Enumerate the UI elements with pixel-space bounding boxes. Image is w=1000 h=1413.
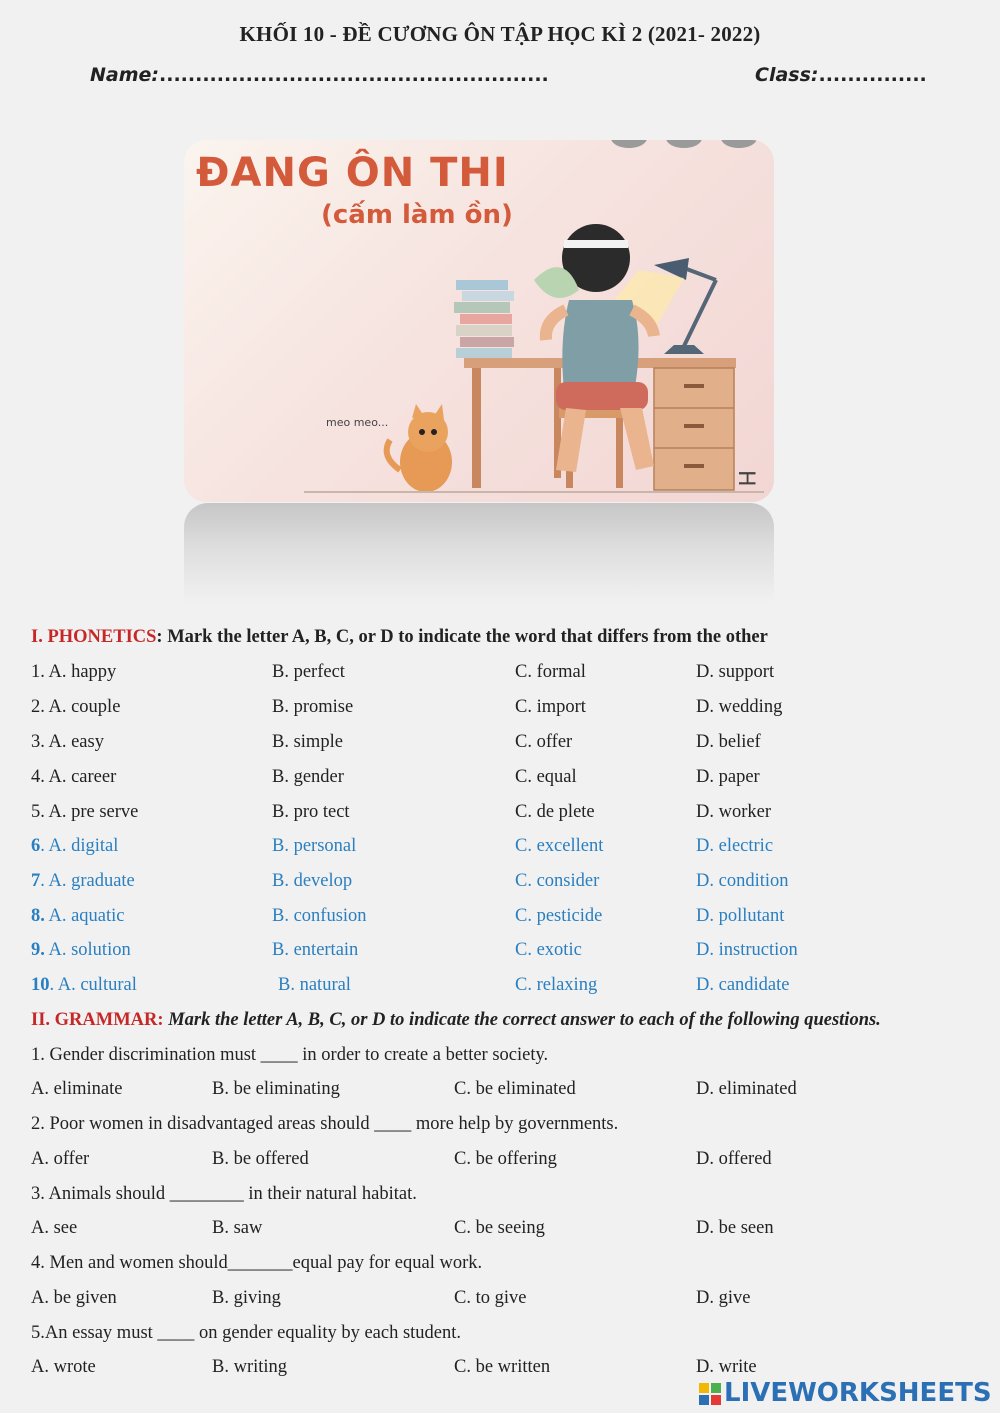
option-b: B. natural	[278, 975, 351, 995]
phonetics-row	[0, 802, 1000, 832]
phonetics-row	[0, 975, 1000, 1005]
question-number: 7	[31, 871, 41, 891]
phonetics-heading-label: I. PHONETICS	[31, 627, 157, 647]
illustration-title: ĐANG ÔN THI	[196, 150, 509, 196]
class-field	[755, 64, 927, 86]
phonetics-row	[0, 697, 1000, 727]
option-b: B. be eliminating	[212, 1079, 340, 1099]
name-field	[90, 64, 549, 86]
option-c: C. be written	[454, 1357, 551, 1377]
option-b: B. promise	[272, 697, 354, 717]
option-c: C. offer	[515, 732, 573, 752]
question-number: 1.	[31, 662, 45, 682]
question-number: 6	[31, 836, 41, 856]
option-c: C. pesticide	[515, 906, 603, 926]
option-b: B. pro tect	[272, 802, 350, 822]
name-blank[interactable]: ......................................................	[159, 64, 549, 86]
question-number: 5.	[31, 802, 45, 822]
name-label: Name:	[90, 64, 160, 86]
option-b: B. confusion	[272, 906, 367, 926]
option-b: B. personal	[272, 836, 357, 856]
option-a: A. offer	[31, 1149, 90, 1169]
option-a: A. pre serve	[48, 802, 139, 822]
class-blank[interactable]: ...............	[818, 64, 927, 86]
phonetics-row	[0, 871, 1000, 901]
option-a: A. solution	[44, 940, 131, 960]
phonetics-row	[0, 662, 1000, 692]
phonetics-row	[0, 906, 1000, 936]
option-b: B. giving	[212, 1288, 281, 1308]
option-d: D. support	[696, 662, 775, 682]
option-a: A. easy	[48, 732, 104, 752]
option-c: C. relaxing	[515, 975, 598, 995]
option-d: D. instruction	[696, 940, 798, 960]
illustration-reflection	[184, 503, 774, 603]
grammar-question: 2. Poor women in disadvantaged areas should ____ more help by governments.	[31, 1114, 619, 1134]
option-d: D. offered	[696, 1149, 772, 1169]
liveworksheets-logo-icon	[698, 1382, 722, 1406]
option-c: C. be eliminated	[454, 1079, 576, 1099]
phonetics-row	[0, 767, 1000, 797]
option-d: D. paper	[696, 767, 760, 787]
worksheet-title: KHỐI 10 - ĐỀ CƯƠNG ÔN TẬP HỌC KÌ 2 (2021- 2022)	[239, 22, 761, 46]
option-d: D. belief	[696, 732, 761, 752]
option-a: A. wrote	[31, 1357, 96, 1377]
option-d: D. electric	[696, 836, 774, 856]
option-d: D. worker	[696, 802, 772, 822]
option-c: C. be seeing	[454, 1218, 545, 1238]
option-d: D. candidate	[696, 975, 790, 995]
question-number: 10	[31, 975, 50, 995]
option-d: D. write	[696, 1357, 757, 1377]
option-d: D. be seen	[696, 1218, 774, 1238]
option-c: C. consider	[515, 871, 600, 891]
phonetics-row	[0, 836, 1000, 866]
grammar-options	[0, 1079, 1000, 1109]
grammar-heading-text: Mark the letter A, B, C, or D to indicate the correct answer to each of the following questions.	[163, 1010, 881, 1030]
grammar-question: 4. Men and women should_______equal pay for equal work.	[31, 1253, 483, 1273]
phonetics-row	[0, 732, 1000, 762]
grammar-heading	[31, 1010, 881, 1031]
phonetics-heading	[31, 627, 768, 648]
grammar-question: 3. Animals should ________ in their natural habitat.	[31, 1184, 417, 1204]
option-a: A. happy	[48, 662, 117, 682]
studying-illustration	[184, 140, 774, 502]
study-scene-drawing	[184, 140, 774, 502]
option-d: D. condition	[696, 871, 789, 891]
option-c: C. exotic	[515, 940, 582, 960]
svg-text:H: H	[733, 470, 758, 487]
option-b: B. writing	[212, 1357, 288, 1377]
option-c: C. be offering	[454, 1149, 557, 1169]
option-b: B. be offered	[212, 1149, 309, 1169]
option-a: A. couple	[48, 697, 121, 717]
question-number: 4.	[31, 767, 45, 787]
liveworksheets-logo	[698, 1378, 992, 1408]
option-a: . A. graduate	[40, 871, 135, 891]
phonetics-row	[0, 940, 1000, 970]
option-c: C. import	[515, 697, 586, 717]
option-b: B. perfect	[272, 662, 345, 682]
option-b: B. saw	[212, 1218, 263, 1238]
option-d: D. pollutant	[696, 906, 785, 926]
illustration-subtitle: (cấm làm ồn)	[321, 200, 513, 230]
option-a: A. career	[48, 767, 117, 787]
option-c: C. equal	[515, 767, 577, 787]
option-a: . A. cultural	[49, 975, 137, 995]
option-a: A. be given	[31, 1288, 117, 1308]
logo-text: LIVEWORKSHEETS	[724, 1378, 992, 1408]
option-a: A. eliminate	[31, 1079, 123, 1099]
question-number: 2.	[31, 697, 45, 717]
option-b: B. simple	[272, 732, 343, 752]
grammar-question: 1. Gender discrimination must ____ in order to create a better society.	[31, 1045, 549, 1065]
option-c: C. de plete	[515, 802, 595, 822]
question-number: 3.	[31, 732, 45, 752]
option-b: B. entertain	[272, 940, 359, 960]
grammar-options	[0, 1218, 1000, 1248]
class-label: Class:	[755, 64, 819, 86]
option-b: B. gender	[272, 767, 344, 787]
question-number: 8.	[31, 906, 45, 926]
option-d: D. give	[696, 1288, 751, 1308]
option-d: D. wedding	[696, 697, 783, 717]
option-d: D. eliminated	[696, 1079, 797, 1099]
option-c: C. formal	[515, 662, 586, 682]
cat-caption: meo meo...	[326, 416, 389, 429]
question-number: 9.	[31, 940, 45, 960]
grammar-question: 5.An essay must ____ on gender equality by each student.	[31, 1323, 462, 1343]
option-c: C. excellent	[515, 836, 604, 856]
option-a: A. aquatic	[44, 906, 125, 926]
option-c: C. to give	[454, 1288, 527, 1308]
option-a: . A. digital	[40, 836, 119, 856]
option-b: B. develop	[272, 871, 353, 891]
grammar-options	[0, 1149, 1000, 1179]
grammar-heading-label: II. GRAMMAR:	[31, 1010, 164, 1030]
grammar-options	[0, 1288, 1000, 1318]
phonetics-heading-text: : Mark the letter A, B, C, or D to indicate the word that differs from the other	[156, 627, 768, 647]
option-a: A. see	[31, 1218, 78, 1238]
